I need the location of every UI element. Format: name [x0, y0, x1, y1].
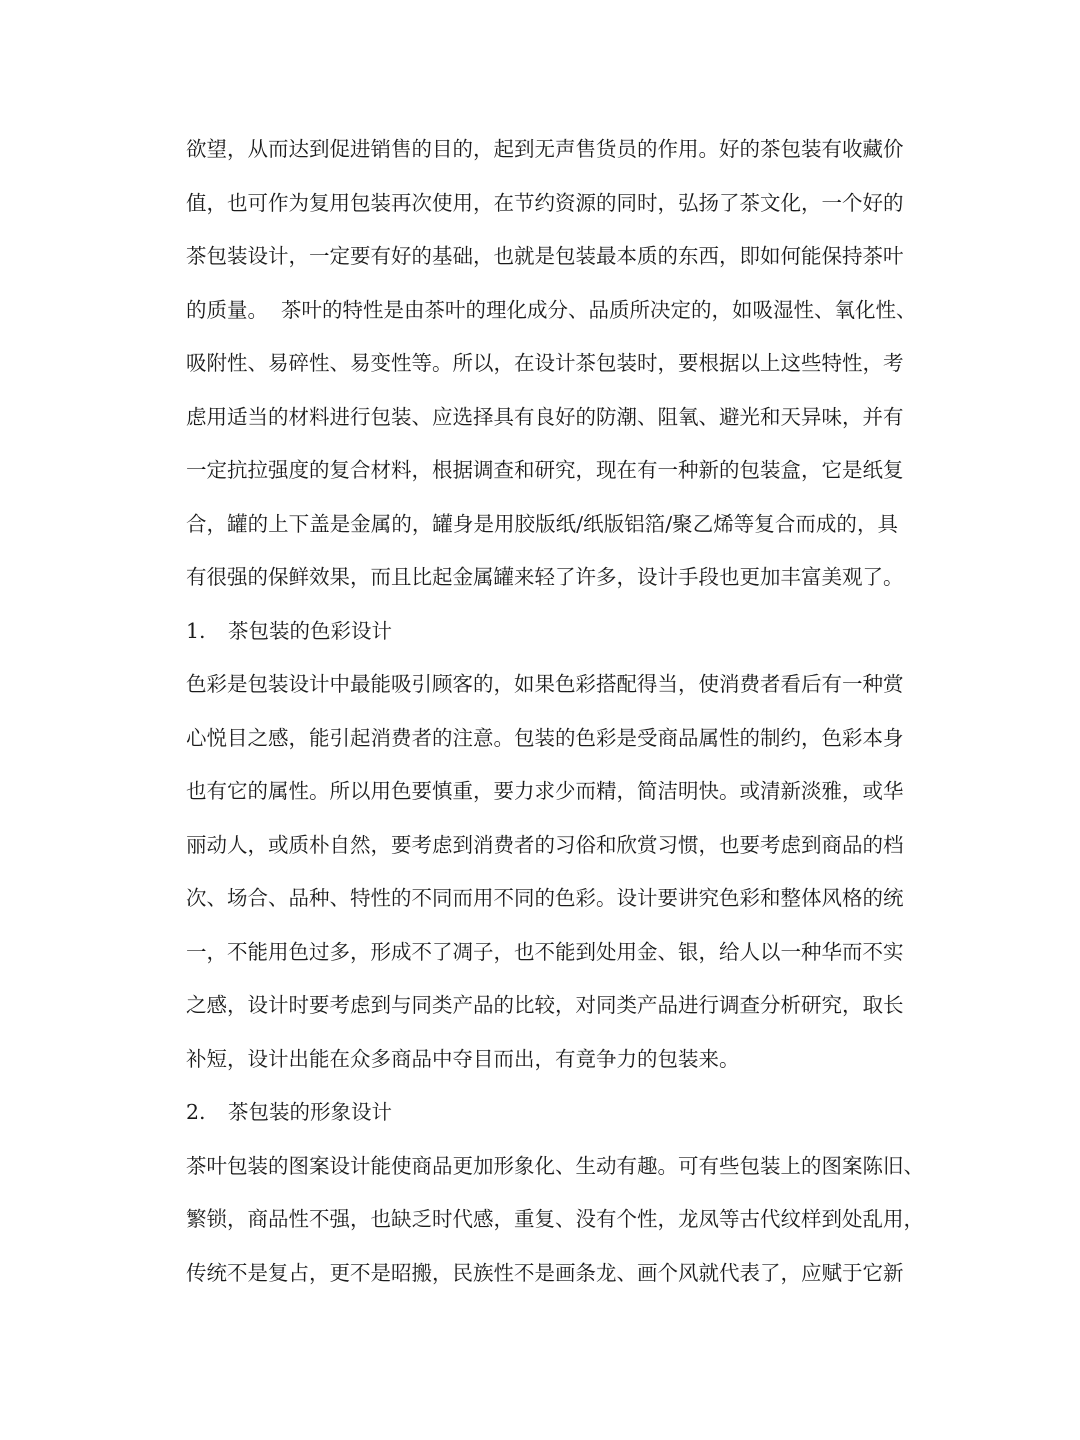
- text-line: 传统不是复占，更不是昭搬，民族性不是画条龙、画个风就代表了，应赋于它新: [186, 1260, 904, 1285]
- text-line: 色彩是包装设计中最能吸引顾客的，如果色彩搭配得当，使消费者看后有一种赏: [186, 672, 904, 696]
- text-line: 次、场合、品种、特性的不同而用不同的色彩。设计要讲究色彩和整体风格的统: [186, 886, 904, 910]
- section-number: 2.: [186, 1100, 206, 1124]
- section-heading-image-design: [186, 1086, 898, 1140]
- section-title: 茶包装的色彩设计: [228, 618, 392, 643]
- text-line: 虑用适当的材料进行包装、应选择具有良好的防潮、阻氧、避光和天异味，并有: [186, 404, 904, 429]
- text-line: 欲望，从而达到促进销售的目的，起到无声售货员的作用。好的茶包装有收藏价: [186, 137, 904, 161]
- text-line: 之感，设计时要考虑到与同类产品的比较，对同类产品进行调查分析研究，取长: [186, 993, 904, 1017]
- text-line: 也有它的属性。所以用色要慎重，要力求少而精，简洁明快。或清新淡雅，或华: [186, 779, 904, 803]
- section-heading-color-design: [186, 605, 898, 659]
- text-line: 补短，设计出能在众多商品中夺目而出，有竟争力的包装来。: [186, 1046, 740, 1071]
- text-line: 一，不能用色过多，形成不了凋子，也不能到处用金、银，给人以一种华而不实: [186, 939, 904, 964]
- text-line: 合，罐的上下盖是金属的，罐身是用胶版纸/纸版铝箔/聚乙烯等复合而成的，具: [186, 511, 898, 536]
- document-page: [186, 123, 924, 1300]
- text-line: 心悦目之感，能引起消费者的注意。包装的色彩是受商品属性的制约，色彩本身: [186, 725, 904, 750]
- paragraph-intro: [186, 123, 917, 605]
- paragraph-color-design: [186, 658, 904, 1086]
- text-line: 有很强的保鲜效果，而且比起金属罐来轻了许多，设计手段也更加丰富美观了。: [186, 565, 904, 589]
- text-line: 茶叶包装的图案设计能使商品更加形象化、生动有趣。可有些包装上的图案陈旧、: [186, 1153, 924, 1178]
- section-title: 茶包装的形象设计: [228, 1100, 392, 1124]
- text-line: 值，也可作为复用包装再次使用，在节约资源的同时，弘扬了茶文化，一个好的: [186, 190, 904, 215]
- text-line: 繁锁，商品性不强，也缺乏时代感，重复、没有个性，龙凤等古代纹样到处乱用，: [186, 1207, 924, 1231]
- text-line: 茶包装设计，一定要有好的基础，也就是包装最本质的东西，即如何能保持茶叶: [186, 244, 904, 268]
- text-line: 吸附性、易碎性、易变性等。所以，在设计茶包装时，要根据以上这些特性，考: [186, 351, 904, 375]
- text-line: 一定抗拉强度的复合材料，根据调查和研究，现在有一种新的包装盒，它是纸复: [186, 458, 904, 482]
- section-number: 1.: [186, 618, 206, 643]
- text-line: 丽动人，或质朴自然，要考虑到消费者的习俗和欣赏习惯，也要考虑到商品的档: [186, 832, 904, 857]
- text-line: 的质量。 茶叶的特性是由茶叶的理化成分、品质所决定的，如吸湿性、氧化性、: [186, 297, 917, 322]
- paragraph-image-design: [186, 1140, 924, 1301]
